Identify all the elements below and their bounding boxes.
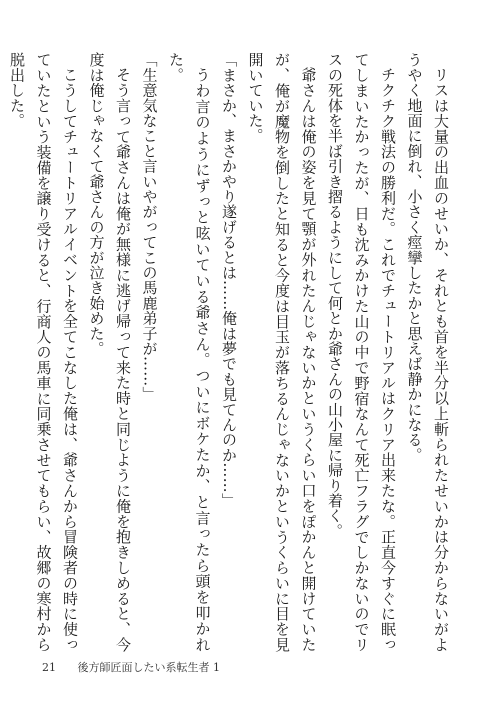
- paragraph: [0, 52, 4, 652]
- paragraph: チクチク戦法の勝利だ。これでチュートリアルはクリア出来たな。正直今すぐに眠ってしまいたかったが、日も沈みかけた山の中で野宿なんて死亡フラグでしかないのでリスの死体を半ば引き摺るようにして何とか爺さんの山小屋に帰り着く。: [326, 52, 397, 652]
- paragraph: リスは大量の出血のせいか、それとも首を半分以上斬られたせいかは分からないがようやく地面に倒れ、小さく痙攣したかと思えば静かになる。: [405, 52, 450, 652]
- dialogue-line: 「生意気なこと言いやがってこの馬鹿弟子が……」: [140, 52, 159, 402]
- paragraph: 爺さんは俺の姿を見て顎が外れたんじゃないかというくらい口をぽかんと開けていたが、俺が魔物を倒したと知ると今度は目玉が落ちるんじゃないかというくらいに目を見開いていた。: [246, 52, 318, 652]
- page-number: 21: [42, 661, 56, 674]
- dialogue-line: 「まさか、まさかやり遂げるとは……俺は夢でも見てんのか……」: [220, 52, 238, 508]
- paragraph: こうしてチュートリアルイベントを全てこなした俺は、爺さんから冒険者の時に使っていたという装備を譲り受けると、行商人の馬車に同乗させてもらい、故郷の寒村から脱出した。: [8, 52, 79, 652]
- paragraph: うわ言のようにずっと呟いている爺さん。ついにボケたか、と言ったら頭を叩かれた。: [167, 52, 212, 652]
- page-footer: [42, 660, 220, 676]
- paragraph: そう言って爺さんは俺が無様に逃げ帰って来た時と同じように俺を抱きしめると、今度は俺じゃなくて爺さんの方が泣き始めた。: [87, 52, 132, 652]
- book-title: 後方師匠面したい系転生者 1: [77, 661, 220, 674]
- vertical-text-body: [8, 52, 454, 652]
